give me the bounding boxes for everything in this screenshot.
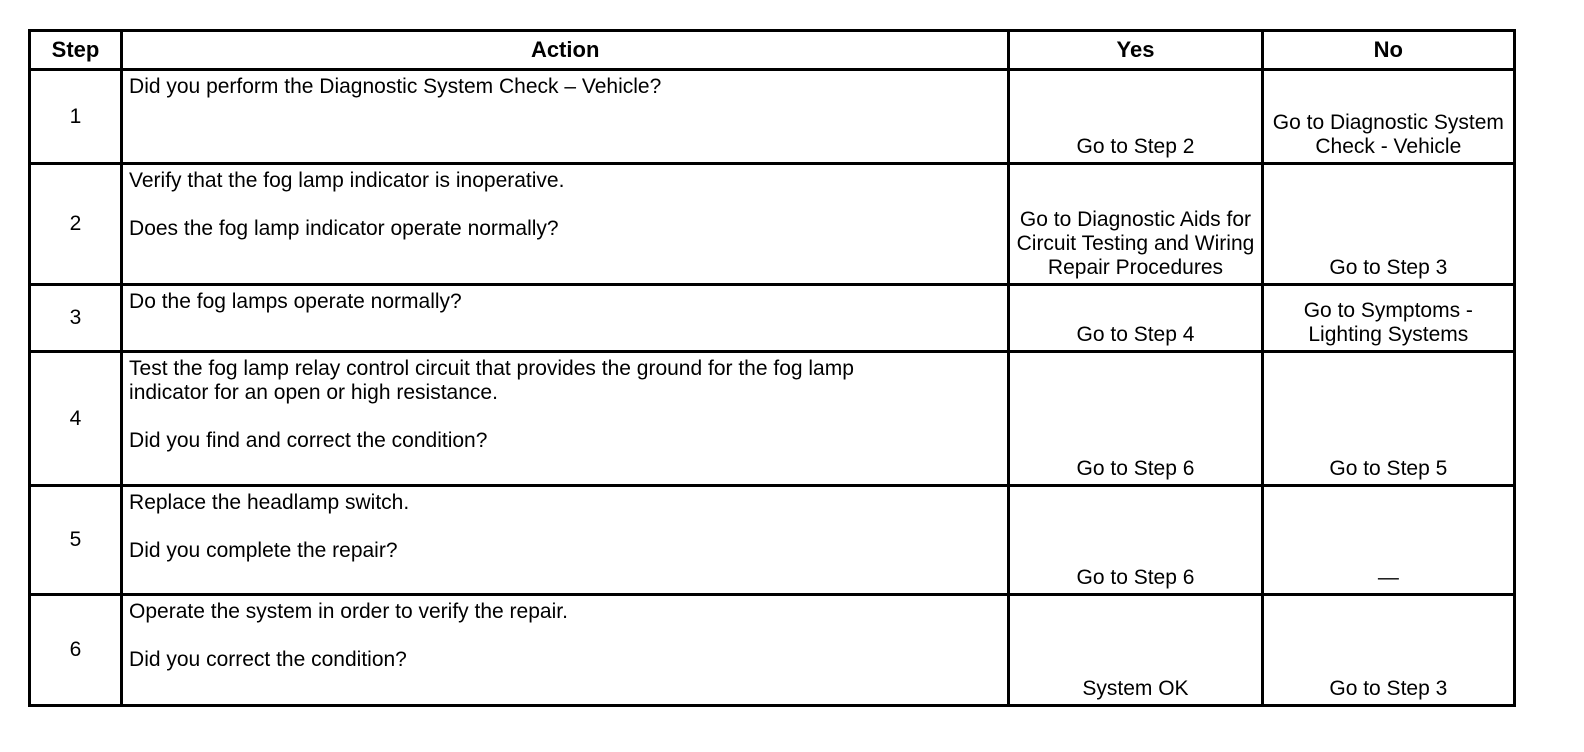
table-row <box>30 352 1515 486</box>
header-step: Step <box>30 31 122 70</box>
action-cell <box>122 486 1009 595</box>
action-text: Did you perform the Diagnostic System Check – Vehicle? <box>129 75 662 98</box>
diagnostic-table <box>28 29 1516 707</box>
action-text: indicator for an open or high resistance. <box>129 381 498 404</box>
action-cell <box>122 595 1009 706</box>
action-text: Verify that the fog lamp indicator is inoperative. <box>129 169 565 192</box>
header-action: Action <box>122 31 1009 70</box>
table-row <box>30 595 1515 706</box>
action-question: Did you correct the condition? <box>129 648 407 671</box>
yes-result: System OK <box>1009 595 1262 706</box>
yes-result: Go to Step 6 <box>1009 486 1262 595</box>
action-text: Test the fog lamp relay control circuit that provides the ground for the fog lamp <box>129 357 854 380</box>
step-number: 6 <box>30 595 122 706</box>
action-cell <box>122 352 1009 486</box>
action-question: Did you complete the repair? <box>129 539 398 562</box>
step-number: 4 <box>30 352 122 486</box>
no-result: Go to Step 5 <box>1262 352 1514 486</box>
step-number: 5 <box>30 486 122 595</box>
action-text: Do the fog lamps operate normally? <box>129 290 462 313</box>
action-cell <box>122 285 1009 352</box>
no-result: Go to Symptoms - Lighting Systems <box>1262 285 1514 352</box>
action-text: Replace the headlamp switch. <box>129 491 410 514</box>
no-result: Go to Diagnostic System Check - Vehicle <box>1262 70 1514 164</box>
step-number: 1 <box>30 70 122 164</box>
header-row <box>30 31 1515 70</box>
table-row <box>30 285 1515 352</box>
no-result: Go to Step 3 <box>1262 164 1514 285</box>
yes-result: Go to Step 6 <box>1009 352 1262 486</box>
yes-result: Go to Step 2 <box>1009 70 1262 164</box>
action-text: Operate the system in order to verify the repair. <box>129 600 568 623</box>
table-row <box>30 486 1515 595</box>
yes-result: Go to Step 4 <box>1009 285 1262 352</box>
table-row <box>30 70 1515 164</box>
table-row <box>30 164 1515 285</box>
header-yes: Yes <box>1009 31 1262 70</box>
no-result: — <box>1262 486 1514 595</box>
step-number: 3 <box>30 285 122 352</box>
yes-result: Go to Diagnostic Aids for Circuit Testing and Wiring Repair Procedures <box>1009 164 1262 285</box>
action-cell <box>122 70 1009 164</box>
action-question: Does the fog lamp indicator operate normally? <box>129 217 559 240</box>
action-cell <box>122 164 1009 285</box>
header-no: No <box>1262 31 1514 70</box>
no-result: Go to Step 3 <box>1262 595 1514 706</box>
action-question: Did you find and correct the condition? <box>129 429 488 452</box>
step-number: 2 <box>30 164 122 285</box>
